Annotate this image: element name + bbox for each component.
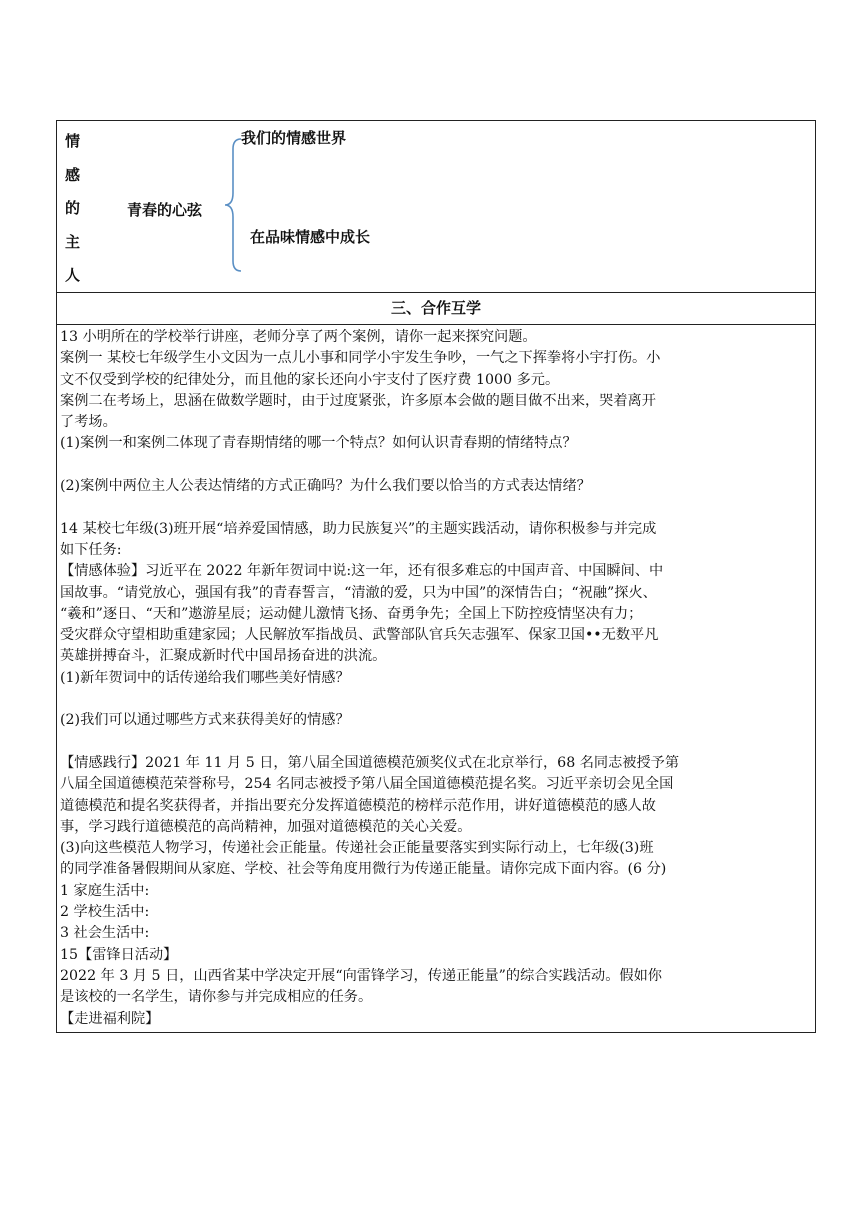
- text-line: 文不仅受到学校的纪律处分，而且他的家长还向小宇支付了医疗费 1000 多元。: [60, 371, 560, 388]
- text-line: 英雄拼搏奋斗，汇聚成新时代中国昂扬奋进的洪流。: [60, 648, 387, 665]
- vertical-title: [65, 125, 85, 293]
- vertical-title-char: 情: [65, 132, 81, 150]
- branch-label: 在品味情感中成长: [250, 228, 371, 246]
- text-line: 15【雷锋日活动】: [60, 946, 178, 963]
- curly-brace-icon: [221, 137, 243, 273]
- vertical-title-char: 主: [65, 232, 81, 251]
- text-line: 国故事。“请党放心，强国有我”的青春誓言，“清澈的爱，只为中国”的深情告白；“祝融”探火、: [60, 584, 657, 601]
- text-line: 如下任务:: [60, 541, 122, 558]
- text-line: 1 家庭生活中:: [60, 882, 150, 899]
- text-line: 3 社会生活中:: [60, 925, 150, 942]
- text-line: 事，学习践行道德模范的高尚精神，加强对道德模范的关心关爱。: [60, 818, 472, 835]
- text-line: 的同学准备暑假期间从家庭、学校、社会等角度用微行为传递正能量。请你完成下面内容。(6 分): [60, 861, 667, 878]
- text-line: 八届全国道德模范荣誉称号，254 名同志被授予第八届全国道德模范提名奖。习近平亲切会见全国: [60, 776, 674, 793]
- exercise-content: [57, 325, 815, 1032]
- text-line: 2 学校生活中:: [60, 904, 150, 921]
- text-line: 是该校的一名学生，请你参与并完成相应的任务。: [60, 989, 373, 1006]
- text-line: (2)案例中两位主人公表达情绪的方式正确吗？为什么我们要以恰当的方式表达情绪？: [60, 478, 591, 495]
- text-line: 受灾群众守望相助重建家园；人民解放军指战员、武警部队官兵矢志强军、保家卫国••无数平凡: [60, 627, 659, 644]
- vertical-title-char: 人: [65, 266, 81, 284]
- text-line: (1)新年贺词中的话传递给我们哪些美好情感？: [60, 669, 350, 686]
- worksheet-table: [56, 120, 816, 1033]
- answer-blank: [60, 455, 811, 476]
- text-line: “羲和”逐日、“天和”遨游星辰；运动健儿激情飞扬、奋勇争先；全国上下防控疫情坚决有力；: [60, 605, 643, 622]
- text-line: 案例一 某校七年级学生小文因为一点儿小事和同学小宇发生争吵，一气之下挥拳将小宇打伤。小: [60, 350, 661, 367]
- branch-label: 我们的情感世界: [241, 129, 347, 147]
- vertical-title-char: 的: [65, 199, 81, 217]
- text-line: 14 某校七年级(3)班开展“培养爱国情感，助力民族复兴”的主题实践活动，请你积极参与并完成: [60, 520, 657, 537]
- text-line: 2022 年 3 月 5 日，山西省某中学决定开展“向雷锋学习，传递正能量”的综合实践活动。假如你: [60, 967, 662, 984]
- text-line: 【情感体验】习近平在 2022 年新年贺词中说:这一年，还有很多难忘的中国声音、中国瞬间、中: [60, 563, 664, 580]
- text-line: 13 小明所在的学校举行讲座，老师分享了两个案例，请你一起来探究问题。: [60, 329, 537, 345]
- center-topic: 青春的心弦: [127, 201, 203, 219]
- text-line: (1)案例一和案例二体现了青春期情绪的哪一个特点？如何认识青春期的情绪特点？: [60, 435, 577, 452]
- answer-blank: [60, 732, 811, 753]
- section-heading: 三、合作互学: [57, 293, 815, 325]
- text-line: (3)向这些模范人物学习，传递社会正能量。传递社会正能量要落实到实际行动上，七年级(3)班: [60, 840, 654, 857]
- answer-blank: [60, 689, 811, 710]
- mind-map-row: [57, 121, 815, 293]
- text-line: 【走进福利院】: [60, 1010, 160, 1027]
- answer-blank: [60, 497, 811, 518]
- text-line: 【情感践行】2021 年 11 月 5 日，第八届全国道德模范颁奖仪式在北京举行，68 名同志被授予第: [60, 754, 680, 771]
- text-line: (2)我们可以通过哪些方式来获得美好的情感？: [60, 712, 350, 729]
- vertical-title-char: 感: [65, 165, 81, 184]
- text-line: 了考场。: [60, 414, 117, 431]
- text-line: 案例二在考场上，思涵在做数学题时，由于过度紧张，许多原本会做的题目做不出来，哭着离开: [60, 392, 656, 409]
- text-line: 道德模范和提名奖获得者，并指出要充分发挥道德模范的榜样示范作用，讲好道德模范的感人故: [60, 797, 656, 814]
